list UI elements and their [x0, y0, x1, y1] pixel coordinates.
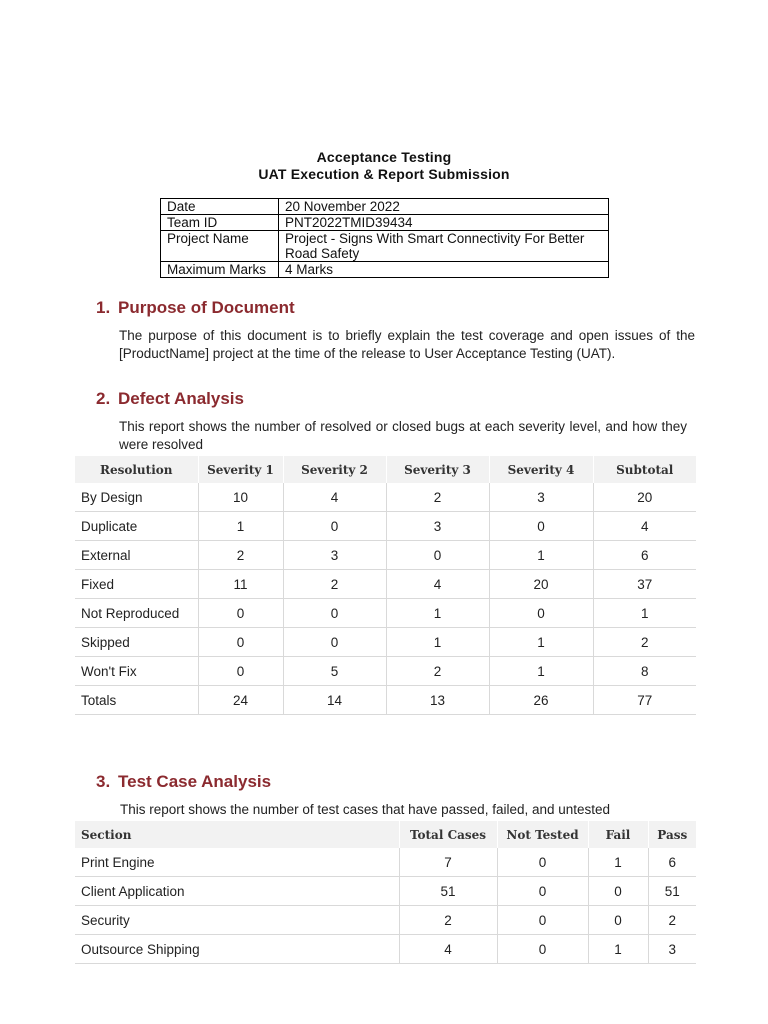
table-cell: 20 — [593, 483, 696, 512]
table-cell: 3 — [489, 483, 593, 512]
column-header: Section — [75, 821, 399, 848]
defect-analysis-table — [75, 456, 696, 715]
table-cell: 0 — [283, 599, 386, 628]
table-cell: 1 — [198, 512, 283, 541]
table-cell: 3 — [386, 512, 489, 541]
section-number: 2. — [96, 389, 111, 408]
table-row — [75, 848, 696, 877]
table-cell: 2 — [386, 483, 489, 512]
table-cell: 2 — [399, 906, 497, 935]
table-cell: 1 — [588, 935, 648, 964]
table-cell: 4 — [386, 570, 489, 599]
section-heading-defect-analysis — [96, 389, 244, 409]
table-cell: Client Application — [75, 877, 399, 906]
table-cell: 0 — [283, 512, 386, 541]
column-header: Not Tested — [497, 821, 588, 848]
table-cell: 0 — [198, 657, 283, 686]
table-cell: 0 — [588, 906, 648, 935]
table-cell: 6 — [593, 541, 696, 570]
table-cell: 1 — [489, 541, 593, 570]
table-cell: 2 — [198, 541, 283, 570]
info-value: Project - Signs With Smart Connectivity For Better Road Safety — [279, 231, 609, 262]
table-cell: 0 — [497, 848, 588, 877]
table-cell: 37 — [593, 570, 696, 599]
table-cell: 4 — [399, 935, 497, 964]
info-label: Project Name — [161, 231, 279, 262]
info-row — [161, 231, 609, 262]
table-cell: 1 — [489, 657, 593, 686]
section-title: Defect Analysis — [118, 389, 244, 408]
table-cell: 11 — [198, 570, 283, 599]
table-row — [75, 483, 696, 512]
section-title: Purpose of Document — [118, 298, 295, 317]
section-heading-purpose — [96, 298, 295, 318]
table-cell: Won't Fix — [75, 657, 198, 686]
document-title: Acceptance Testing — [316, 149, 452, 165]
table-cell: 3 — [283, 541, 386, 570]
table-cell: Print Engine — [75, 848, 399, 877]
info-row — [161, 215, 609, 231]
table-cell: 4 — [593, 512, 696, 541]
table-cell: 14 — [283, 686, 386, 715]
table-cell: By Design — [75, 483, 198, 512]
table-cell: 2 — [648, 906, 696, 935]
column-header: Severity 3 — [386, 456, 489, 483]
defect-analysis-paragraph: This report shows the number of resolved or closed bugs at each severity level, and how they were resolved — [119, 419, 687, 452]
table-row — [75, 657, 696, 686]
table-cell: 1 — [386, 628, 489, 657]
table-header-row — [75, 456, 696, 483]
table-cell: External — [75, 541, 198, 570]
table-cell: 0 — [588, 877, 648, 906]
table-header-row — [75, 821, 696, 848]
table-row — [75, 541, 696, 570]
table-row — [75, 877, 696, 906]
column-header: Severity 1 — [198, 456, 283, 483]
test-case-analysis-table — [75, 821, 696, 964]
section-number: 1. — [96, 298, 111, 317]
table-cell: 2 — [593, 628, 696, 657]
table-row — [75, 628, 696, 657]
table-cell: 0 — [497, 906, 588, 935]
info-value: 20 November 2022 — [279, 199, 609, 215]
info-row — [161, 199, 609, 215]
table-cell: 0 — [283, 628, 386, 657]
table-cell: 1 — [386, 599, 489, 628]
column-header: Fail — [588, 821, 648, 848]
table-cell: 8 — [593, 657, 696, 686]
table-cell: 77 — [593, 686, 696, 715]
table-cell: Security — [75, 906, 399, 935]
table-row — [75, 686, 696, 715]
column-header: Severity 4 — [489, 456, 593, 483]
table-cell: 20 — [489, 570, 593, 599]
table-cell: Outsource Shipping — [75, 935, 399, 964]
table-cell: Fixed — [75, 570, 198, 599]
table-cell: 51 — [648, 877, 696, 906]
info-label: Team ID — [161, 215, 279, 231]
table-cell: 1 — [489, 628, 593, 657]
column-header: Pass — [648, 821, 696, 848]
table-cell: 0 — [198, 628, 283, 657]
column-header: Resolution — [75, 456, 198, 483]
table-cell: 3 — [648, 935, 696, 964]
column-header: Total Cases — [399, 821, 497, 848]
section-heading-test-case-analysis — [96, 772, 271, 792]
column-header: Severity 2 — [283, 456, 386, 483]
info-label: Maximum Marks — [161, 262, 279, 278]
table-cell: 4 — [283, 483, 386, 512]
purpose-paragraph: The purpose of this document is to briefly explain the test coverage and open issues of the [ProductName] project at the time of the release to User Acceptance Testing (UAT). — [119, 328, 695, 361]
info-row — [161, 262, 609, 278]
table-cell: 10 — [198, 483, 283, 512]
table-row — [75, 935, 696, 964]
table-cell: Skipped — [75, 628, 198, 657]
table-cell: 1 — [593, 599, 696, 628]
table-cell: Totals — [75, 686, 198, 715]
table-cell: 0 — [497, 877, 588, 906]
table-cell: 2 — [386, 657, 489, 686]
table-cell: 0 — [198, 599, 283, 628]
table-cell: 1 — [588, 848, 648, 877]
table-cell: 0 — [489, 512, 593, 541]
test-case-analysis-paragraph: This report shows the number of test cases that have passed, failed, and untested — [120, 802, 611, 817]
document-subtitle: UAT Execution & Report Submission — [258, 166, 510, 182]
table-cell: 7 — [399, 848, 497, 877]
table-cell: 2 — [283, 570, 386, 599]
section-title: Test Case Analysis — [118, 772, 272, 791]
info-value: 4 Marks — [279, 262, 609, 278]
table-cell: 0 — [489, 599, 593, 628]
table-row — [75, 512, 696, 541]
table-row — [75, 599, 696, 628]
info-value: PNT2022TMID39434 — [279, 215, 609, 231]
table-cell: 51 — [399, 877, 497, 906]
table-cell: 13 — [386, 686, 489, 715]
table-cell: 0 — [386, 541, 489, 570]
table-cell: 24 — [198, 686, 283, 715]
table-cell: 26 — [489, 686, 593, 715]
table-row — [75, 570, 696, 599]
info-label: Date — [161, 199, 279, 215]
table-cell: Not Reproduced — [75, 599, 198, 628]
section-number: 3. — [96, 772, 111, 791]
info-table — [160, 198, 609, 278]
table-cell: 5 — [283, 657, 386, 686]
table-cell: Duplicate — [75, 512, 198, 541]
column-header: Subtotal — [593, 456, 696, 483]
table-row — [75, 906, 696, 935]
table-cell: 6 — [648, 848, 696, 877]
table-cell: 0 — [497, 935, 588, 964]
